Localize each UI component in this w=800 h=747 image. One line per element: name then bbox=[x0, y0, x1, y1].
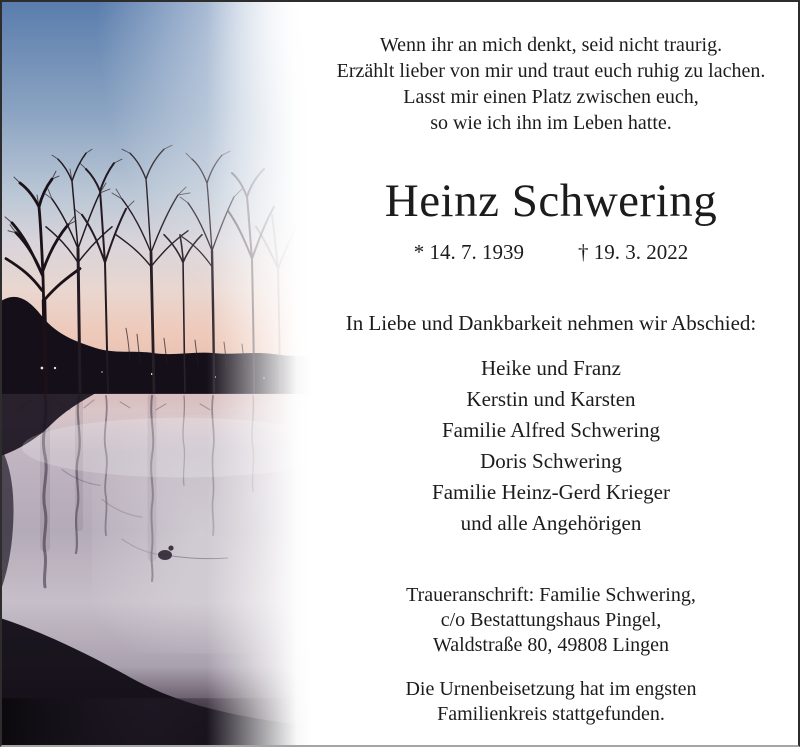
deceased-name: Heinz Schwering bbox=[384, 175, 718, 227]
mourner-line: und alle Angehörigen bbox=[460, 511, 642, 535]
mourning-address bbox=[310, 583, 792, 658]
burial-note-line: Familienkreis stattgefunden. bbox=[437, 703, 665, 725]
poem-line: Wenn ihr an mich denkt, seid nicht traurig. bbox=[379, 34, 723, 56]
mourner-line: Familie Alfred Schwering bbox=[441, 418, 661, 442]
burial-note bbox=[310, 677, 792, 727]
mourner-line: Kerstin und Karsten bbox=[466, 387, 636, 411]
death-date: † 19. 3. 2022 bbox=[578, 240, 689, 264]
poem-line: Erzählt lieber von mir und traut euch ruhig zu lachen. bbox=[336, 60, 766, 82]
poem-line: so wie ich ihn im Leben hatte. bbox=[430, 112, 672, 134]
address-line: Waldstraße 80, 49808 Lingen bbox=[432, 634, 670, 656]
address-line: c/o Bestattungshaus Pingel, bbox=[440, 609, 662, 631]
farewell-line: In Liebe und Dankbarkeit nehmen wir Abschied: bbox=[345, 311, 757, 335]
poem-line: Lasst mir einen Platz zwischen euch, bbox=[403, 86, 699, 108]
mourner-line: Familie Heinz-Gerd Krieger bbox=[432, 480, 670, 504]
memorial-poem bbox=[310, 32, 792, 136]
sunset-lake-illustration bbox=[2, 2, 312, 745]
birth-date: * 14. 7. 1939 bbox=[413, 240, 524, 264]
obituary-text bbox=[310, 2, 792, 745]
mourner-line: Doris Schwering bbox=[480, 449, 622, 473]
memorial-photo bbox=[2, 2, 312, 745]
life-dates bbox=[310, 240, 792, 264]
burial-note-line: Die Urnenbeisetzung hat im engsten bbox=[405, 678, 697, 700]
mourners-list bbox=[310, 353, 792, 539]
mourner-line: Heike und Franz bbox=[481, 356, 621, 380]
address-line: Traueranschrift: Familie Schwering, bbox=[406, 584, 696, 606]
